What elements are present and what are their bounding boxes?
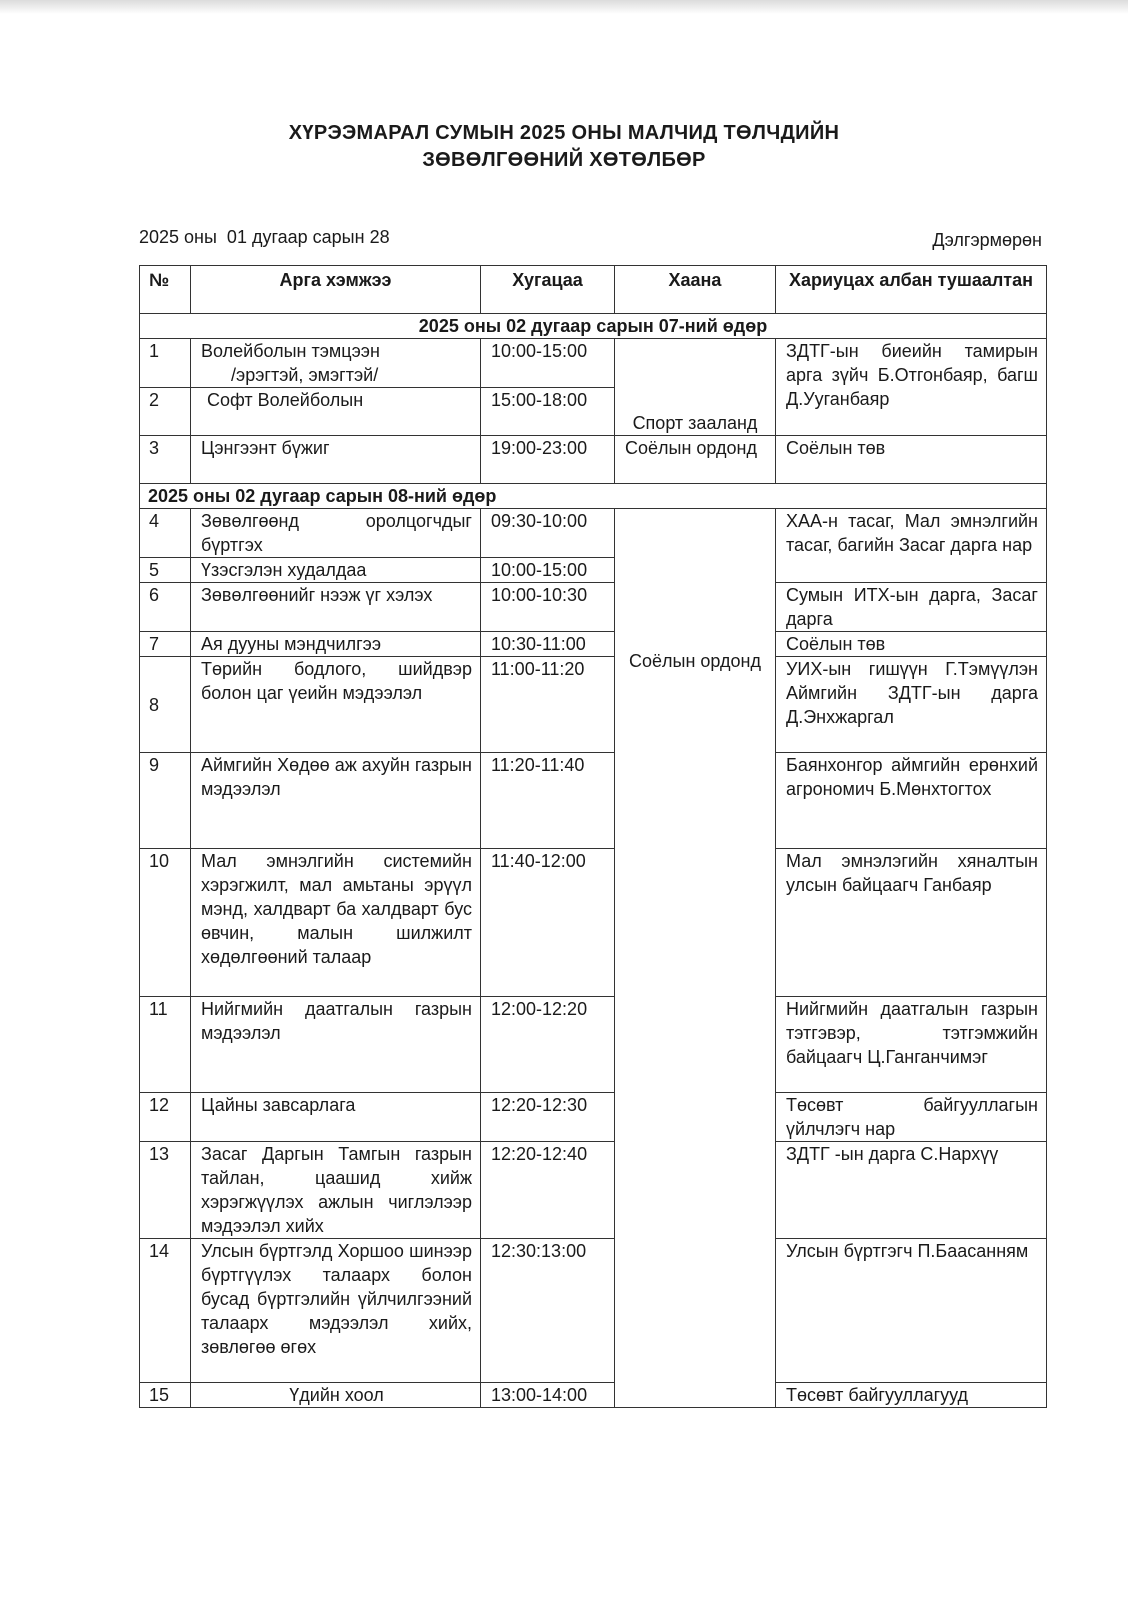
table-row xyxy=(140,1142,1047,1239)
document-place: Дэлгэрмөрөн xyxy=(932,230,1042,250)
row-activity: Засаг Даргын Тамгын газрын тайлан, цаашид хийж хэрэгжүүлэх ажлын чиглэлээр мэдээлэл хийх xyxy=(191,1142,481,1239)
table-header-row xyxy=(140,266,1047,314)
document-title-line1: ХҮРЭЭМАРАЛ СУМЫН 2025 ОНЫ МАЛЧИД ТӨЛЧДИЙН xyxy=(288,122,840,144)
row-number: 1 xyxy=(140,339,191,388)
row-number: 11 xyxy=(140,997,191,1093)
header-activity: Арга хэмжээ xyxy=(191,266,481,314)
row-activity: Цайны завсарлага xyxy=(191,1093,481,1142)
row-time: 12:20-12:30 xyxy=(481,1093,615,1142)
row-number: 9 xyxy=(140,753,191,849)
row-time: 11:20-11:40 xyxy=(481,753,615,849)
table-row xyxy=(140,1383,1047,1408)
row-number: 13 xyxy=(140,1142,191,1239)
program-table xyxy=(139,265,1047,1408)
row-number: 12 xyxy=(140,1093,191,1142)
header-number: № xyxy=(140,266,191,314)
table-row xyxy=(140,632,1047,657)
table-row xyxy=(140,657,1047,753)
row-time: 13:00-14:00 xyxy=(481,1383,615,1408)
row-time: 10:00-15:00 xyxy=(481,339,615,388)
document-title-line2: ЗӨВӨЛГӨӨНИЙ ХӨТӨЛБӨР xyxy=(422,149,706,171)
row-number: 5 xyxy=(140,558,191,583)
row-number: 7 xyxy=(140,632,191,657)
row-activity: Үдийн хоол xyxy=(191,1383,481,1408)
row-activity: Үзэсгэлэн худалдаа xyxy=(191,558,481,583)
row-time: 12:20-12:40 xyxy=(481,1142,615,1239)
row-number: 8 xyxy=(140,657,191,753)
row-time: 12:00-12:20 xyxy=(481,997,615,1093)
row-responsible: Нийгмийн даатгалын газрын тэтгэвэр, тэтгэмжийн байцаагч Ц.Ганганчимэг xyxy=(776,997,1047,1093)
row-responsible: ЗДТГ -ын дарга С.Нархүү xyxy=(776,1142,1047,1239)
table-row xyxy=(140,583,1047,632)
row-responsible: УИХ-ын гишүүн Г.Тэмүүлэн Аймгийн ЗДТГ-ын дарга Д.Энхжаргал xyxy=(776,657,1047,753)
row-responsible: Соёлын төв xyxy=(776,436,1047,484)
row-time: 09:30-10:00 xyxy=(481,509,615,558)
row-responsible: Улсын бүртгэгч П.Баасанням xyxy=(776,1239,1047,1383)
header-responsible: Хариуцах албан тушаалтан xyxy=(776,266,1047,314)
row-time: 10:00-15:00 xyxy=(481,558,615,583)
row-activity: Мал эмнэлгийн системийн хэрэгжилт, мал амьтаны эрүүл мэнд, халдварт ба халдварт бус өвчин, малын шилжилт хөдөлгөөний талаар xyxy=(191,849,481,997)
row-number: 4 xyxy=(140,509,191,558)
row-number: 10 xyxy=(140,849,191,997)
row-responsible: Сумын ИТХ-ын дарга, Засаг дарга xyxy=(776,583,1047,632)
row-time: 11:40-12:00 xyxy=(481,849,615,997)
row-activity: Нийгмийн даатгалын газрын мэдээлэл xyxy=(191,997,481,1093)
row-activity: Зөвөлгөөнд оролцогчдыг бүртгэх xyxy=(191,509,481,558)
row-time: 10:30-11:00 xyxy=(481,632,615,657)
row-time: 10:00-10:30 xyxy=(481,583,615,632)
table-row xyxy=(140,997,1047,1093)
merged-responsible-1-2: ЗДТГ-ын биеийн тамирын арга зүйч Б.Отгонбаяр, багш Д.Ууганбаяр xyxy=(776,339,1047,436)
table-row xyxy=(140,339,1047,388)
row-place: Соёлын ордонд xyxy=(615,436,776,484)
row-activity: Софт Волейболын xyxy=(191,388,481,436)
day-1-heading: 2025 оны 02 дугаар сарын 07-ний өдөр xyxy=(140,314,1047,339)
row-activity: Төрийн бодлого, шийдвэр болон цаг үеийн мэдээлэл xyxy=(191,657,481,753)
row-activity: Волейболын тэмцээн /эрэгтэй, эмэгтэй/ xyxy=(191,339,481,388)
row-number: 14 xyxy=(140,1239,191,1383)
row-number: 6 xyxy=(140,583,191,632)
table-row xyxy=(140,849,1047,997)
scan-edge xyxy=(0,0,1128,14)
day-section-row xyxy=(140,484,1047,509)
row-responsible: Төсөвт байгууллагууд xyxy=(776,1383,1047,1408)
row-number: 3 xyxy=(140,436,191,484)
row-activity: Зөвөлгөөнийг нээж үг хэлэх xyxy=(191,583,481,632)
row-activity: Аймгийн Хөдөө аж ахуйн газрын мэдээлэл xyxy=(191,753,481,849)
day-2-heading: 2025 оны 02 дугаар сарын 08-ний өдөр xyxy=(140,484,1047,509)
merged-responsible-4-5: ХАА-н тасаг, Мал эмнэлгийн тасаг, багийн Засаг дарга нар xyxy=(776,509,1047,583)
merged-place-day1: Спорт зааланд xyxy=(615,339,776,436)
row-activity: Ая дууны мэндчилгээ xyxy=(191,632,481,657)
table-row xyxy=(140,436,1047,484)
row-activity: Улсын бүртгэлд Хоршоо шинээр бүртгүүлэх талаарх болон бусад бүртгэлийн үйлчилгээний талаарх мэдээлэл хийх, зөвлөгөө өгөх xyxy=(191,1239,481,1383)
day-section-row xyxy=(140,314,1047,339)
row-responsible: Мал эмнэлэгийн хяналтын улсын байцаагч Ганбаяр xyxy=(776,849,1047,997)
row-time: 12:30:13:00 xyxy=(481,1239,615,1383)
row-time: 19:00-23:00 xyxy=(481,436,615,484)
header-place: Хаана xyxy=(615,266,776,314)
row-activity: Цэнгээнт бүжиг xyxy=(191,436,481,484)
document-date: 2025 оны 01 дугаар сарын 28 xyxy=(139,227,390,247)
row-time: 15:00-18:00 xyxy=(481,388,615,436)
row-number: 15 xyxy=(140,1383,191,1408)
header-time: Хугацаа xyxy=(481,266,615,314)
row-responsible: Соёлын төв xyxy=(776,632,1047,657)
table-row xyxy=(140,1239,1047,1383)
table-row xyxy=(140,753,1047,849)
merged-place-day2: Соёлын ордонд xyxy=(615,509,776,1408)
row-responsible: Төсөвт байгууллагын үйлчлэгч нар xyxy=(776,1093,1047,1142)
table-row xyxy=(140,509,1047,558)
row-time: 11:00-11:20 xyxy=(481,657,615,753)
row-responsible: Баянхонгор аймгийн ерөнхий агрономич Б.Мөнхтогтох xyxy=(776,753,1047,849)
row-number: 2 xyxy=(140,388,191,436)
table-row xyxy=(140,1093,1047,1142)
